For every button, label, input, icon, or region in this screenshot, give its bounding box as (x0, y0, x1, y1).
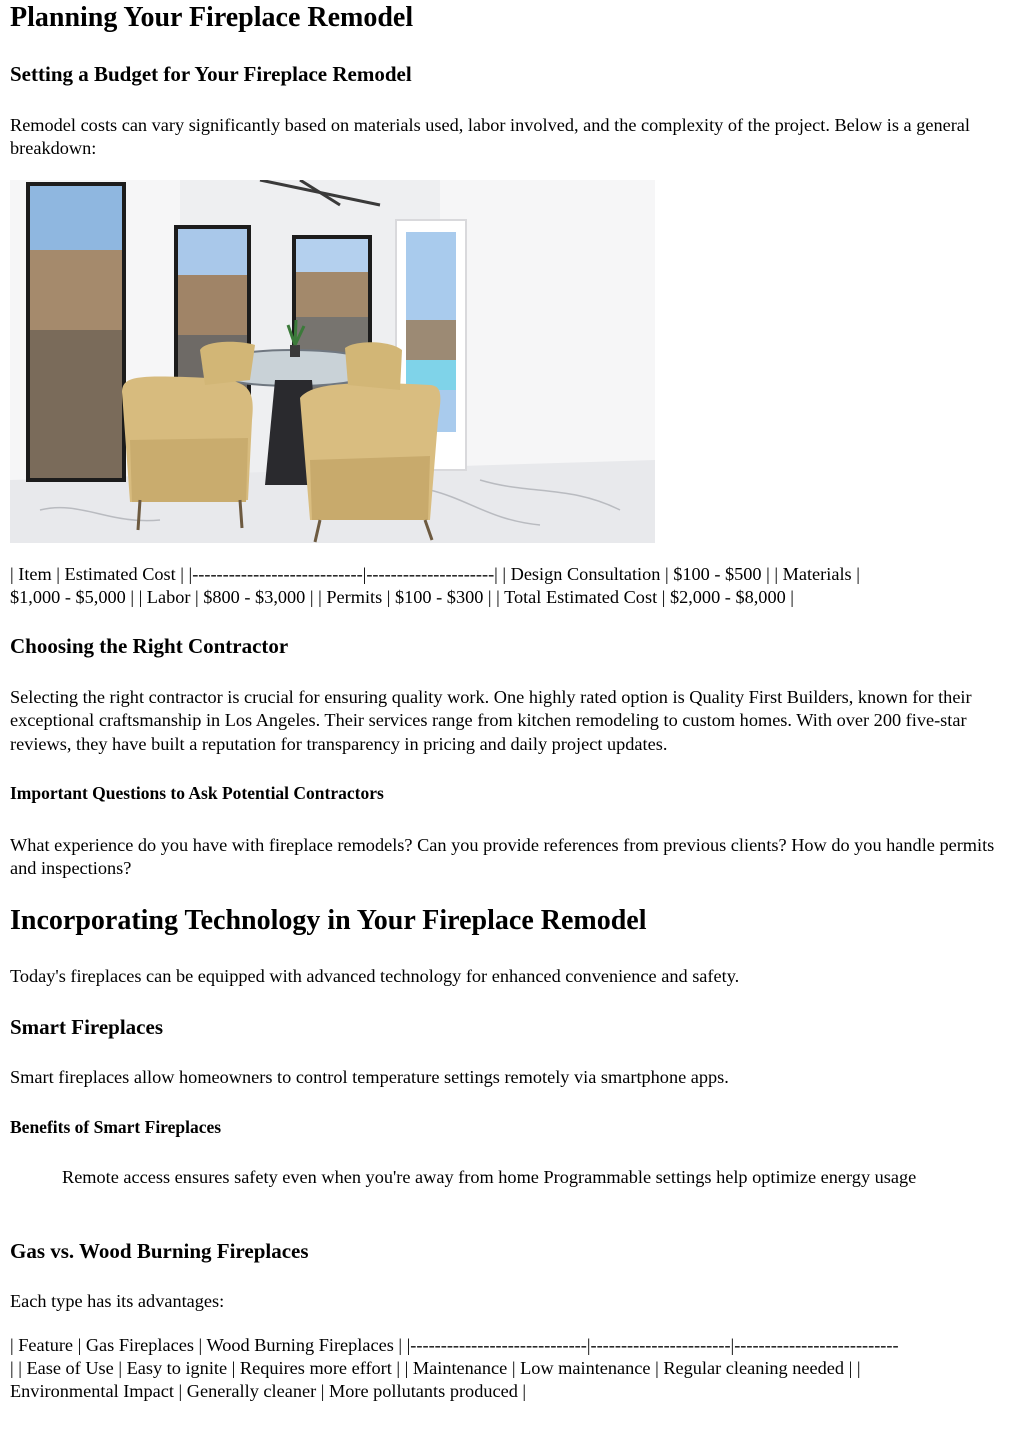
smart-heading: Smart Fireplaces (10, 1015, 163, 1039)
gaswood-text: Each type has its advantages: (10, 1291, 225, 1311)
budget-heading: Setting a Budget for Your Fireplace Remodel (10, 62, 412, 86)
page-title: Planning Your Fireplace Remodel (10, 2, 414, 33)
questions-heading: Important Questions to Ask Potential Contractors (10, 783, 384, 803)
questions-text: What experience do you have with fireplace remodels? Can you provide references from previous clients? How do you handle permits and inspections? (10, 835, 995, 879)
tech-text: Today's fireplaces can be equipped with advanced technology for enhanced convenience and safety. (10, 966, 740, 986)
budget-intro: Remodel costs can vary significantly based on materials used, labor involved, and the complexity of the project. Below is a general breakdown: (10, 115, 970, 159)
contractor-text: Selecting the right contractor is crucial for ensuring quality work. One highly rated option is Quality First Builders, known for their exceptional craftsmanship in Los Angeles. Their services range from kitchen remodeling to custom homes. With over 200 five-star reviews, they have built a reputation for transparency in pricing and daily project updates. (10, 687, 972, 754)
dining-room-photo (10, 180, 655, 543)
budget-table-line-2: $1,000 - $5,000 | | Labor | $800 - $3,000 | | Permits | $100 - $300 | | Total Estimated Cost | $2,000 - $8,000 | (10, 587, 794, 607)
benefits-blockquote: Remote access ensures safety even when you're away from home Programmable settings help optimize energy usage (62, 1167, 917, 1187)
compare-table-line-1: | Feature | Gas Fireplaces | Wood Burning Fireplaces | |-----------------------------|-----------------------|--------------------------- (10, 1335, 899, 1355)
tech-heading: Incorporating Technology in Your Fireplace Remodel (10, 905, 647, 936)
compare-table-line-3: Environmental Impact | Generally cleaner | More pollutants produced | (10, 1381, 527, 1401)
contractor-heading: Choosing the Right Contractor (10, 634, 289, 658)
smart-text: Smart fireplaces allow homeowners to control temperature settings remotely via smartphone apps. (10, 1067, 729, 1087)
compare-table-line-2: | | Ease of Use | Easy to ignite | Requires more effort | | Maintenance | Low maintenance | Regular cleaning needed | | (10, 1358, 861, 1378)
dining-room-illustration (10, 180, 655, 543)
budget-table-line-1: | Item | Estimated Cost | |----------------------------|---------------------| | Design Consultation | $100 - $500 | | Materials | (10, 564, 860, 584)
gaswood-heading: Gas vs. Wood Burning Fireplaces (10, 1239, 309, 1263)
benefits-heading: Benefits of Smart Fireplaces (10, 1117, 222, 1137)
